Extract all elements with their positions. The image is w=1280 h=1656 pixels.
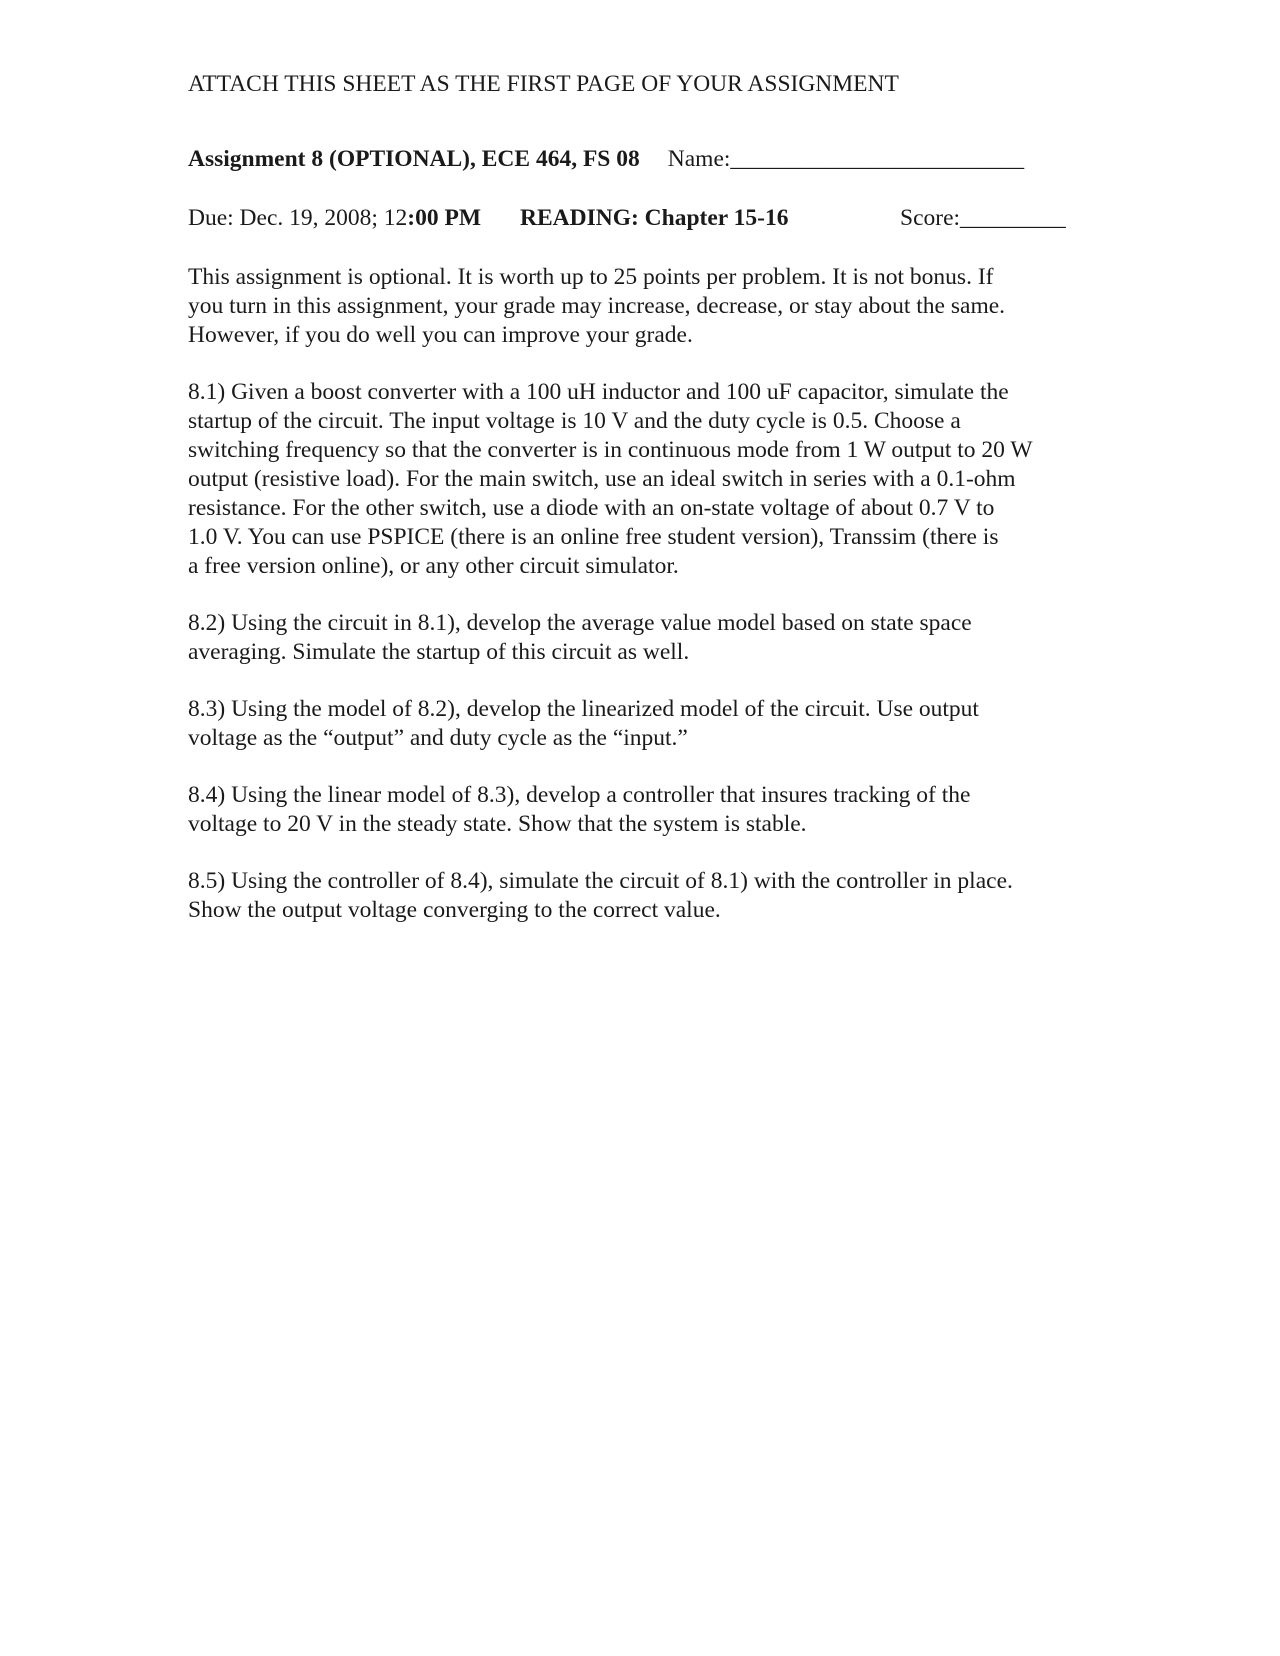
assignment-title: Assignment 8 (OPTIONAL), ECE 464, FS 08 [188,146,640,172]
problem-line: switching frequency so that the converter is in continuous mode from 1 W output to 20 W [188,437,1033,463]
problem-line: 1.0 V. You can use PSPICE (there is an online free student version), Transsim (there is [188,524,999,550]
problem-line: resistance. For the other switch, use a diode with an on-state voltage of about 0.7 V to [188,495,995,521]
due-time: :00 PM [407,205,482,231]
problem-line: a free version online), or any other circuit simulator. [188,553,679,579]
problem-8-1 [188,378,1088,581]
due-row [188,204,1088,233]
problem-line: 8.4) Using the linear model of 8.3), develop a controller that insures tracking of the [188,782,971,808]
problem-line: Show the output voltage converging to the correct value. [188,897,721,923]
due-date [188,204,481,233]
due-date-prefix: Due: Dec. 19, 2008; 12 [188,205,408,231]
problem-line: startup of the circuit. The input voltage is 10 V and the duty cycle is 0.5. Choose a [188,408,961,434]
problem-line: voltage to 20 V in the steady state. Show that the system is stable. [188,811,807,837]
intro-line: This assignment is optional. It is worth up to 25 points per problem. It is not bonus. If [188,264,994,290]
problem-line: voltage as the “output” and duty cycle as the “input.” [188,725,688,751]
problem-8-2 [188,609,1088,667]
problem-line: 8.3) Using the model of 8.2), develop the linearized model of the circuit. Use output [188,696,979,722]
reading-assignment: READING: Chapter 15-16 [520,205,789,231]
assignment-sheet [188,70,1088,953]
attach-instruction: ATTACH THIS SHEET AS THE FIRST PAGE OF YOUR ASSIGNMENT [188,71,899,97]
problem-line: 8.1) Given a boost converter with a 100 uH inductor and 100 uF capacitor, simulate the [188,379,1009,405]
problem-line: 8.5) Using the controller of 8.4), simulate the circuit of 8.1) with the controller in place. [188,868,1013,894]
name-field: Name:_________________________ [667,146,1025,172]
intro-paragraph [188,263,1088,350]
intro-line: you turn in this assignment, your grade may increase, decrease, or stay about the same. [188,293,1006,319]
score-field: Score:_________ [900,205,1066,231]
problem-line: averaging. Simulate the startup of this circuit as well. [188,639,690,665]
problem-8-5 [188,867,1088,925]
problem-line: 8.2) Using the circuit in 8.1), develop the average value model based on state space [188,610,972,636]
title-row [188,145,1088,174]
problem-8-4 [188,781,1088,839]
problem-8-3 [188,695,1088,753]
intro-line: However, if you do well you can improve your grade. [188,322,693,348]
problem-line: output (resistive load). For the main switch, use an ideal switch in series with a 0.1-ohm [188,466,1016,492]
